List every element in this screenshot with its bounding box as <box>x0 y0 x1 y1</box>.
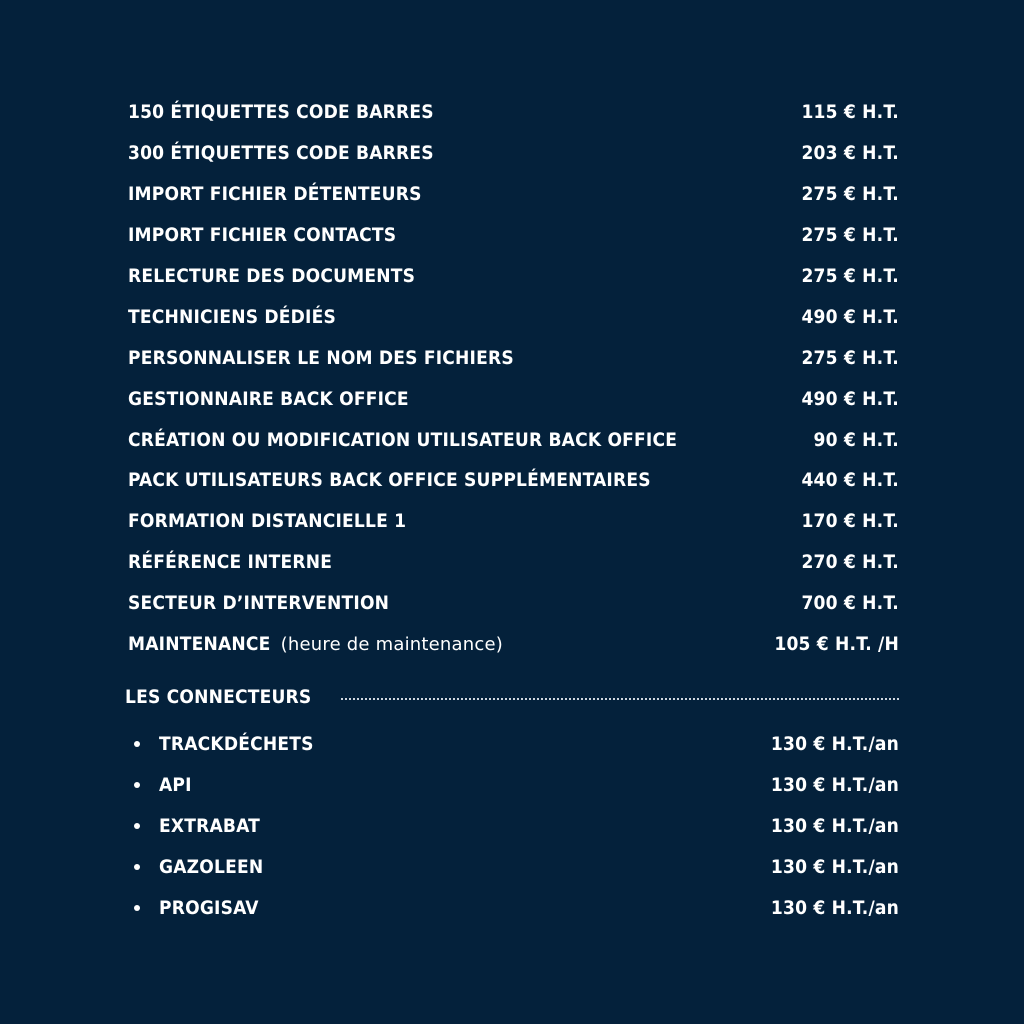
connector-list-item <box>134 724 899 765</box>
connector-label-group <box>134 856 263 878</box>
price-row <box>128 215 899 256</box>
connector-label: EXTRABAT <box>159 814 260 837</box>
connector-label: API <box>159 774 192 797</box>
connector-label-group <box>134 733 314 755</box>
connector-label-group <box>134 774 192 796</box>
connector-list-item <box>134 765 899 806</box>
price-row <box>128 419 899 460</box>
connector-label-group <box>134 897 259 919</box>
item-label: RÉFÉRENCE INTERNE <box>128 551 333 574</box>
price-row <box>128 256 899 297</box>
item-price: 270 € H.T. <box>801 551 899 574</box>
item-label: 300 ÉTIQUETTES CODE BARRES <box>128 142 434 165</box>
item-price: 170 € H.T. <box>801 510 899 533</box>
item-label: RELECTURE DES DOCUMENTS <box>128 265 416 287</box>
connector-label: GAZOLEEN <box>159 855 264 878</box>
item-label: PACK UTILISATEURS BACK OFFICE SUPPLÉMENTAIRES <box>128 469 651 492</box>
price-row-maintenance <box>128 624 899 665</box>
item-label: 150 ÉTIQUETTES CODE BARRES <box>128 101 434 124</box>
options-price-list <box>128 92 899 664</box>
connector-price: 130 € H.T./an <box>770 855 899 878</box>
item-note: (heure de maintenance) <box>280 634 503 656</box>
item-price: 203 € H.T. <box>801 142 899 165</box>
connector-label: PROGISAV <box>159 896 259 919</box>
item-price: 490 € H.T. <box>801 305 899 328</box>
item-price: 115 € H.T. <box>801 101 899 124</box>
item-label: TECHNICIENS DÉDIÉS <box>128 305 337 328</box>
price-row <box>128 542 899 583</box>
bullet-icon <box>134 782 140 788</box>
item-price: 490 € H.T. <box>801 387 899 410</box>
bullet-icon <box>134 823 140 829</box>
price-row <box>128 133 899 174</box>
connectors-title: LES CONNECTEURS <box>125 686 312 708</box>
item-label: GESTIONNAIRE BACK OFFICE <box>128 387 409 410</box>
connector-label: TRACKDÉCHETS <box>159 733 314 756</box>
item-label: CRÉATION OU MODIFICATION UTILISATEUR BACK OFFICE <box>128 428 678 451</box>
connector-price: 130 € H.T./an <box>770 733 899 756</box>
item-price: 700 € H.T. <box>801 592 899 615</box>
connector-list-item <box>134 806 899 847</box>
price-row <box>128 296 899 337</box>
bullet-icon <box>134 864 140 870</box>
price-row <box>128 460 899 501</box>
connectors-list <box>134 724 899 928</box>
item-price: 275 € H.T. <box>801 265 899 287</box>
connector-list-item <box>134 846 899 887</box>
item-label: SECTEUR D’INTERVENTION <box>128 592 390 615</box>
connector-list-item <box>134 887 899 928</box>
dotted-divider <box>341 698 899 700</box>
item-price: 440 € H.T. <box>801 469 899 492</box>
item-label: PERSONNALISER LE NOM DES FICHIERS <box>128 346 514 369</box>
connector-price: 130 € H.T./an <box>770 814 899 837</box>
bullet-icon <box>134 905 140 911</box>
item-price: 105 € H.T. /H <box>774 633 899 656</box>
item-label: MAINTENANCE <box>128 633 271 656</box>
item-price: 90 € H.T. <box>813 428 899 451</box>
connector-price: 130 € H.T./an <box>770 774 899 797</box>
connector-label-group <box>134 815 260 837</box>
price-row <box>128 378 899 419</box>
price-row <box>128 583 899 624</box>
maintenance-label-group <box>128 633 503 655</box>
item-label: IMPORT FICHIER DÉTENTEURS <box>128 183 422 206</box>
connector-price: 130 € H.T./an <box>770 896 899 919</box>
item-price: 275 € H.T. <box>801 224 899 247</box>
price-row <box>128 92 899 133</box>
item-price: 275 € H.T. <box>801 346 899 369</box>
price-row <box>128 337 899 378</box>
item-label: FORMATION DISTANCIELLE 1 <box>128 510 407 533</box>
connectors-section-header <box>125 682 899 712</box>
item-price: 275 € H.T. <box>801 183 899 206</box>
price-row <box>128 501 899 542</box>
bullet-icon <box>134 741 140 747</box>
item-label: IMPORT FICHIER CONTACTS <box>128 224 397 247</box>
price-row <box>128 174 899 215</box>
